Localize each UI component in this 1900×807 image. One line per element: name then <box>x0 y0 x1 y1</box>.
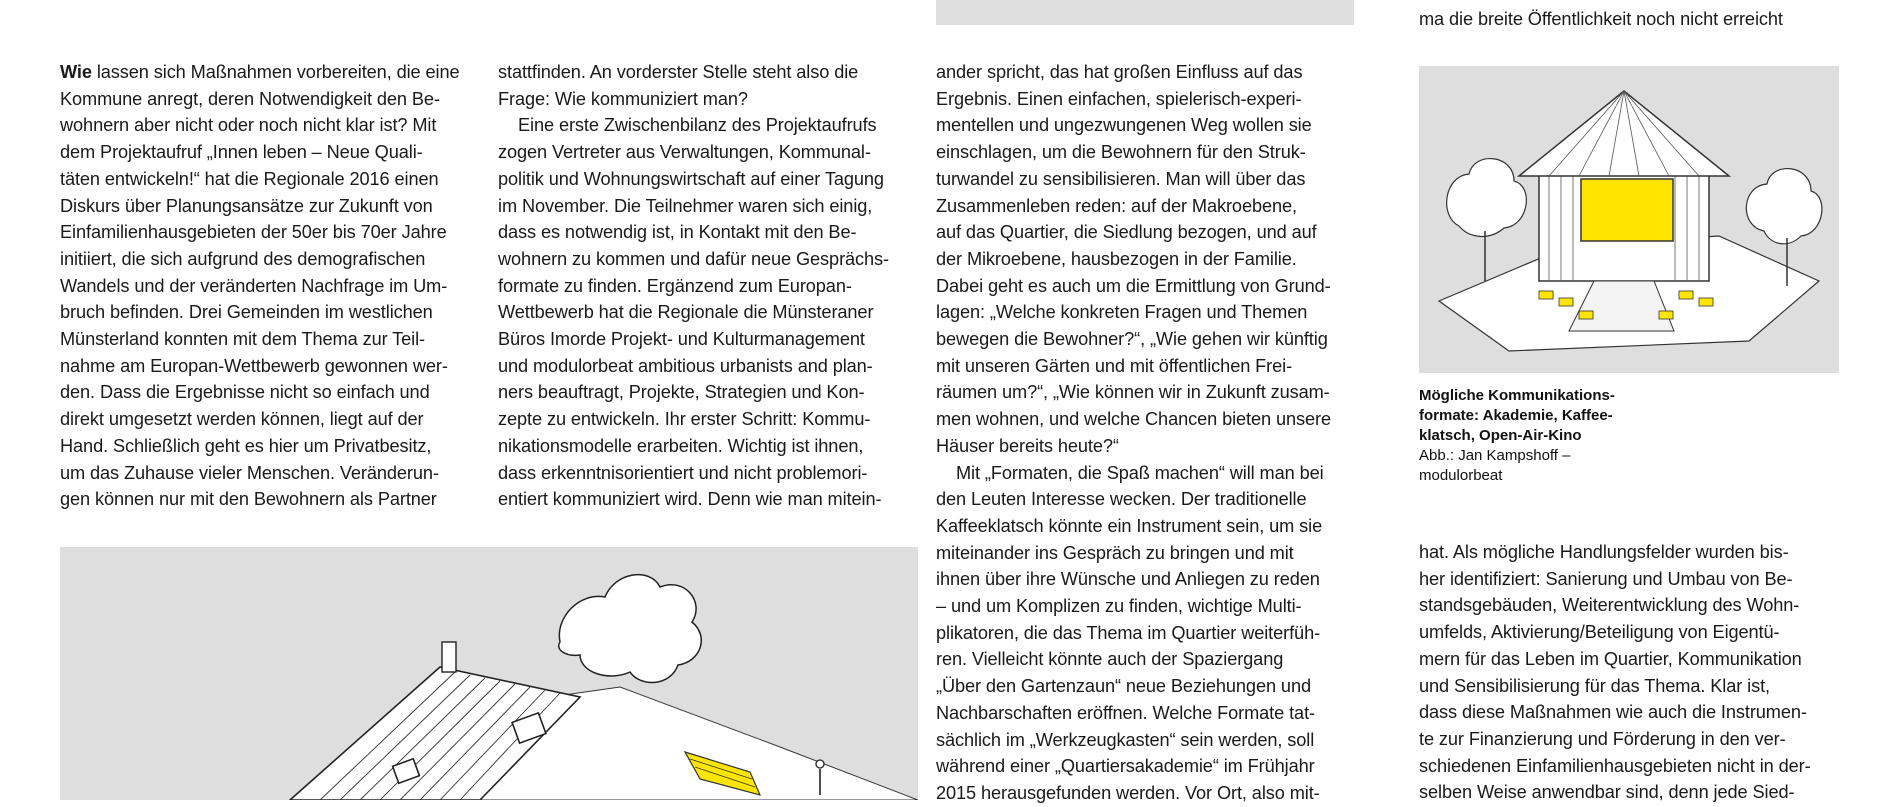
text-column-4-top: ma die breite Öffentlichkeit noch nicht erreicht <box>1419 9 1783 29</box>
illustration-house-garden <box>60 547 918 800</box>
text-column-4-bottom <box>1419 539 1839 806</box>
top-image-strip <box>936 0 1354 25</box>
text-column-3 <box>936 59 1356 807</box>
paragraph: stattfinden. An vorderster Stelle steht also die Frage: Wie kommuniziert man? Eine erste Zwischenbilanz des Projektaufrufs zogen Vertreter aus Verwaltungen, Kommunal- politik und Wohnungswirtschaft auf einer Tagung im November. Die Teilnehmer waren sich einig, dass es notwendig ist, in Kontakt mit den Be- wohnern zu kommen und dafür neue Gesprächs- formate zu finden. Ergänzend zum Europan- Wettbewerb hat die Regionale die Münsteraner Büros Imorde Projekt- und Kulturmanagement und modulorbeat ambitious urbanists and plan- ners beauftragt, Projekte, Strategien und Kon- zepte zu entwickeln. Ihr erster Schritt: Kommu- nikationsmodelle erarbeiten. Wichtig ist ihnen, dass erkenntnisorientiert und nicht problemori- entiert kommuniziert wird. Denn wie man mitein- <box>498 62 889 510</box>
lead-word: Wie <box>60 62 92 82</box>
image-credit: Abb.: Jan Kampshoff – <box>1419 447 1571 464</box>
paragraph: hat. Als mögliche Handlungsfelder wurden bis- her identifiziert: Sanierung und Umbau von Be- standsgebäuden, Weiterentwicklung des Wohn- umfelds, Aktivierung/Beteiligung von Eigentü- mern für das Leben im Quartier, Kommunikation und Sensibilisierung für das Thema. Klar ist, dass diese Maßnahmen wie auch die Instrumen- te zur Finanzierung und Förderung in den ver- schiedenen Einfamilienhausgebieten nicht in der- selben Weise anwendbar sind, denn jede Sied- <box>1419 542 1811 803</box>
house-sketch <box>1419 66 1839 373</box>
paragraph: ander spricht, das hat großen Einfluss auf das Ergebnis. Einen einfachen, spielerisch-experi- mentellen und ungezwungenen Weg wollen sie einschlagen, um die Bewohnern für den Struk- turwandel zu sensibilisieren. Man will über das Zusammenleben reden: auf der Makroebene, auf das Quartier, die Siedlung bezogen, und auf der Mikroebene, hausbezogen in der Familie. Dabei geht es auch um die Ermittlung von Grund- lagen: „Welche konkreten Fragen und Themen bewegen die Bewohner?“, „Wie gehen wir künftig mit unseren Gärten und mit öffentlichen Frei- räumen um?“, „Wie können wir in Zukunft zusam- men wohnen, und welche Chancen bieten unsere Häuser bereits heute?“ Mit „Formaten, die Spaß machen“ will man bei den Leuten Interesse wecken. Der traditionelle Kaffeeklatsch könnte ein Instrument sein, um sie miteinander ins Gespräch zu bringen und mit ihnen über ihre Wünsche und Anliegen zu reden – und um Komplizen zu finden, wichtige Multi- plikatoren, die das Thema im Quartier weiterfüh- ren. Vielleicht könnte auch der Spaziergang „Über den Gartenzaun“ neue Beziehungen und Nachbarschaften eröffnen. Welche Formate tat- sächlich im „Werkzeugkasten“ sein werden, soll während einer „Quartiersakademie“ im Frühjahr 2015 herausgefunden werden. Vor Ort, also mit- <box>936 62 1331 803</box>
illustration-kommunikationsformate <box>1419 66 1839 373</box>
text-column-1 <box>60 59 480 513</box>
garden-sketch <box>60 547 918 800</box>
text-column-2 <box>498 59 918 513</box>
illustration-caption: Mögliche Kommunikations- formate: Akademie, Kaffee- klatsch, Open-Air-Kino Abb.: Jan Kampshoff – modulorbeat <box>1419 386 1719 486</box>
paragraph: Wie lassen sich Maßnahmen vorbereiten, die eine Kommune anregt, deren Notwendigkeit den Be- wohnern aber nicht oder noch nicht klar ist? Mit dem Projektaufruf „Innen leben – Neue Quali- täten entwickeln!“ hat die Regionale 2016 einen Diskurs über Planungsansätze zur Zukunft von Einfamilienhausgebieten der 50er bis 70er Jahre initiiert, die sich aufgrund des demografischen Wandels und der veränderten Nachfrage im Um- bruch befinden. Drei Gemeinden im westlichen Münsterland konnten mit dem Thema zur Teil- nahme am Europan-Wettbewerb gewonnen wer- den. Dass die Ergebnisse nicht so einfach und direkt umgesetzt werden können, liegt auf der Hand. Schließlich geht es hier um Privatbesitz, um das Zuhause vieler Menschen. Veränderun- gen können nur mit den Bewohnern als Partner <box>60 62 460 510</box>
screen-shape <box>1581 179 1673 241</box>
